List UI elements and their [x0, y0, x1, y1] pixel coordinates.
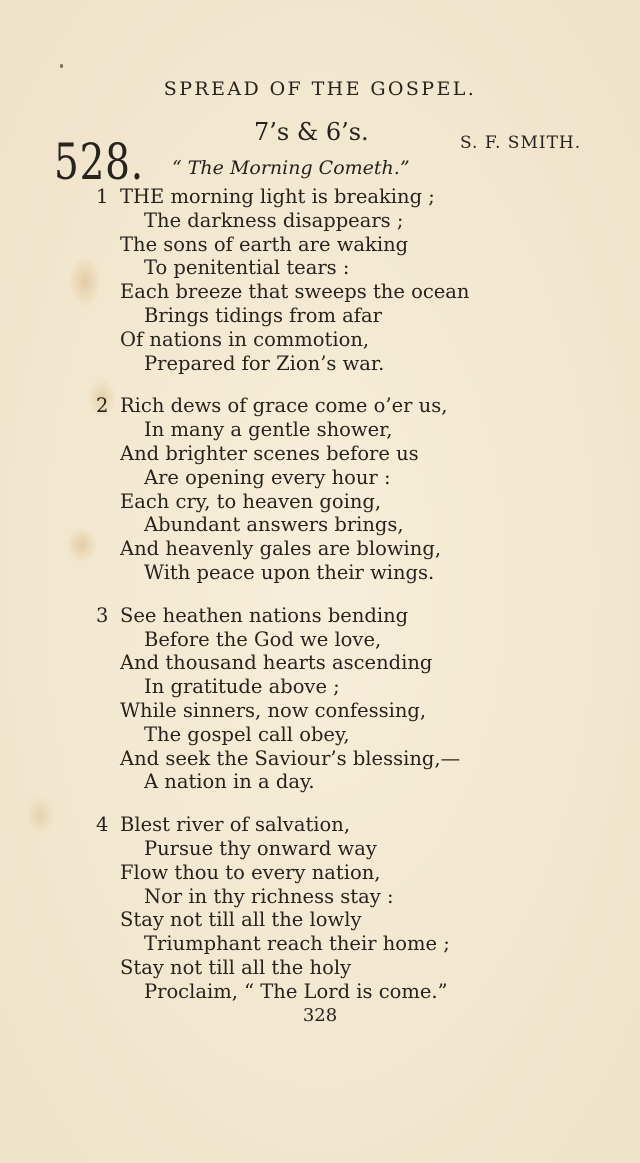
verse-line: Of nations in commotion,: [120, 327, 370, 351]
verse-line: Each cry, to heaven going,: [120, 489, 382, 513]
verse-line: And thousand hearts ascending: [120, 651, 433, 675]
hymn-title: “ The Morning Cometh.”: [172, 157, 410, 179]
verse-line: [0, 185, 640, 209]
verse-2: [0, 394, 640, 584]
verse-number: 3: [96, 603, 109, 627]
verse-line: In gratitude above ;: [144, 675, 340, 699]
verse-line: Triumphant reach their home ;: [144, 932, 450, 956]
verse-line: And brighter scenes before us: [120, 441, 419, 465]
line-text: Rich dews of grace come o’er us,: [120, 394, 448, 418]
verse-line: [0, 604, 640, 628]
verse-line: Proclaim, “ The Lord is come.”: [144, 979, 448, 1003]
verse-number: 4: [96, 813, 109, 837]
verse-line: Stay not till all the lowly: [120, 908, 362, 932]
verse-1: [0, 185, 640, 375]
line-text: Blest river of salvation,: [120, 813, 351, 837]
verse-line: While sinners, now confessing,: [120, 698, 427, 722]
verse-line: The darkness disappears ;: [144, 208, 404, 232]
verse-line: Each breeze that sweeps the ocean: [120, 280, 470, 304]
line-text: See heathen nations bending: [120, 603, 409, 627]
verse-line: The gospel call obey,: [144, 722, 350, 746]
verse-line: Stay not till all the holy: [120, 955, 352, 979]
hymn-author: S. F. SMITH.: [460, 133, 582, 153]
verse-line: To penitential tears :: [144, 256, 350, 280]
verse-line: [0, 394, 640, 418]
verse-line: Brings tidings from afar: [144, 303, 382, 327]
verse-4: [0, 813, 640, 1003]
ink-speck: [60, 64, 63, 68]
verse-line: A nation in a day.: [144, 770, 315, 794]
verse-number: 1: [96, 185, 109, 208]
verse-number: 2: [96, 394, 109, 418]
verse-3: [0, 604, 640, 794]
verse-line: Abundant answers brings,: [144, 513, 404, 537]
verse-line: Are opening every hour :: [144, 465, 391, 489]
verse-line: Before the God we love,: [144, 627, 382, 651]
verse-line: Flow thou to every nation,: [120, 860, 381, 884]
running-head: SPREAD OF THE GOSPEL.: [163, 78, 477, 100]
verse-line: The sons of earth are waking: [120, 232, 409, 256]
verse-line: In many a gentle shower,: [144, 418, 393, 442]
verse-line: Prepared for Zion’s war.: [144, 351, 385, 375]
hymn-number: 528.: [54, 133, 144, 191]
verse-line: [0, 813, 640, 837]
verse-line: Nor in thy richness stay :: [144, 884, 394, 908]
page-number: 328: [302, 1005, 338, 1026]
verse-line: With peace upon their wings.: [144, 560, 435, 584]
verse-line: Pursue thy onward way: [144, 836, 377, 860]
verse-line: And heavenly gales are blowing,: [120, 537, 442, 561]
hymn-verses: [0, 185, 640, 1023]
line-text: THE morning light is breaking ;: [120, 185, 435, 208]
verse-line: And seek the Saviour’s blessing,—: [120, 746, 461, 770]
hymn-meter: 7’s & 6’s.: [254, 118, 369, 146]
